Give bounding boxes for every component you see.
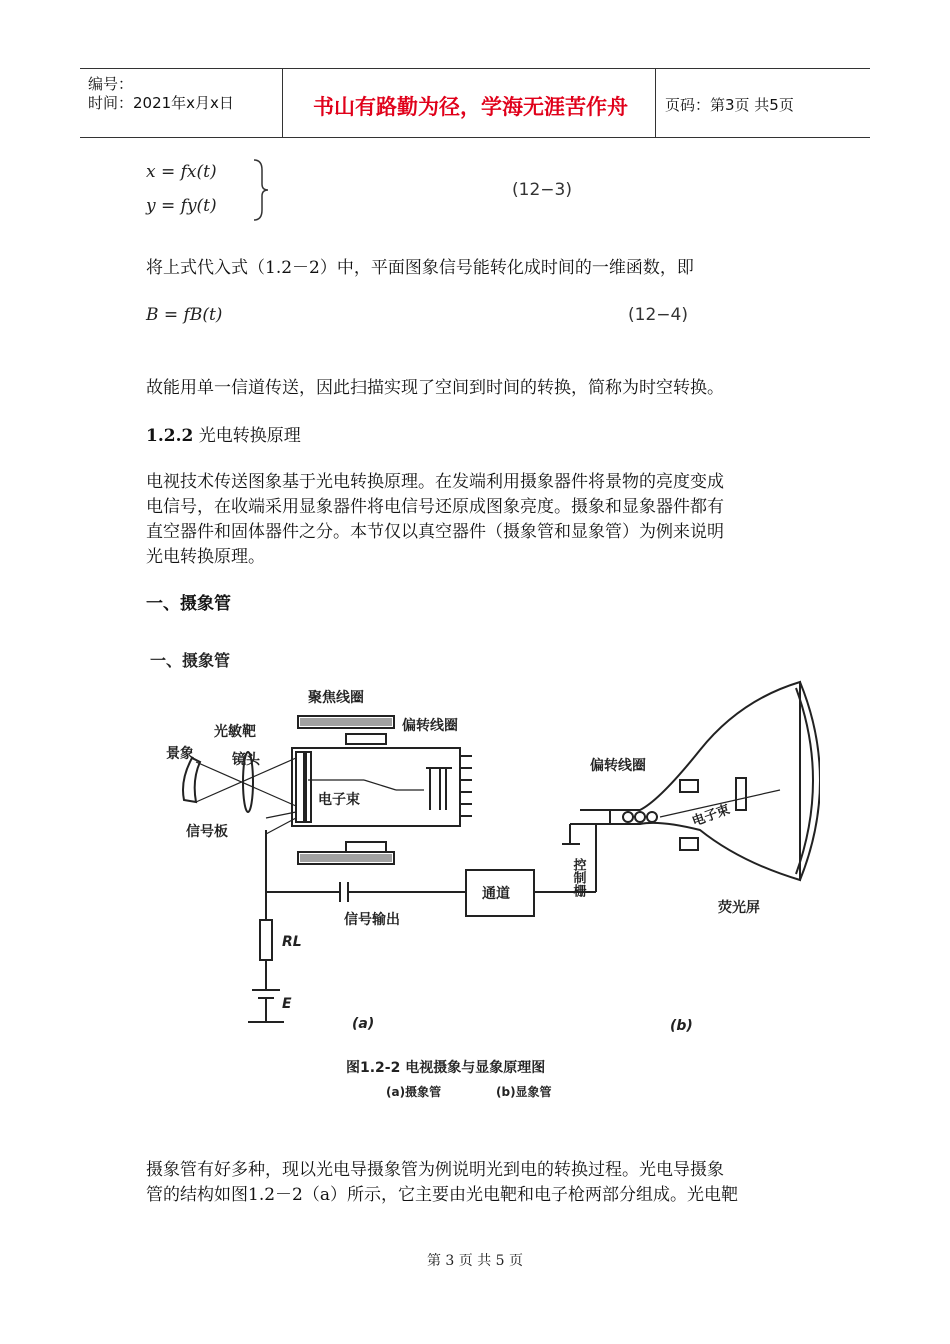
figure-diagram [140, 630, 820, 1110]
label-screen: 荧光屏 [718, 900, 760, 916]
figure-caption: 图1.2-2 电视摄象与显象原理图 [346, 1060, 546, 1076]
label-deflection-coil-b: 偏转线圈 [590, 758, 646, 774]
label-photo-target: 光敏靶 [214, 724, 256, 740]
header-divider [655, 69, 656, 137]
label-control-grid: 控制栅 [570, 858, 586, 897]
figure-sub-a: (a)摄象管 [386, 1085, 442, 1099]
label-focus-coil: 聚焦线圈 [308, 690, 364, 706]
equation-brace [250, 158, 270, 222]
equation-number-12-4: (12−4) [628, 305, 688, 325]
equation-number-12-3: (12−3) [512, 180, 572, 200]
label-electron-beam-a: 电子束 [318, 792, 360, 808]
doc-date: 时间：2021年x月x日 [88, 94, 234, 112]
header-page-info: 页码：第3页 共5页 [665, 96, 794, 114]
equation-b: B = fB(t) [146, 305, 223, 325]
label-battery: E [282, 996, 292, 1012]
paragraph-principle: 电视技术传送图象基于光电转换原理。在发端利用摄象器件将景物的亮度变成 电信号，在收端采用显象器件将电信号还原成图象亮度。摄象和显象器件都有 直空器件和固体器件之分。本节仅以真空器件（摄象管和显象管）为例来说明 光电转换原理。 [146, 472, 724, 567]
label-b: (b) [670, 1018, 693, 1034]
page-header [80, 68, 870, 138]
header-meta [88, 75, 234, 113]
figure-sub-b: (b)显象管 [496, 1085, 552, 1099]
label-electron-beam-b: 电子束 [690, 802, 733, 830]
subheading-camera-tube: 一、摄象管 [146, 594, 231, 614]
label-deflection-coil-a: 偏转线圈 [402, 718, 458, 734]
header-divider [282, 69, 283, 137]
label-signal-output: 信号输出 [344, 912, 400, 928]
paragraph-substitution: 将上式代入式（1.2－2）中，平面图象信号能转化成时间的一维函数，即 [146, 258, 694, 278]
section-number: 1.2.2 [146, 426, 194, 446]
label-signal-plate: 信号板 [186, 824, 228, 840]
doc-code-label: 编号： [88, 75, 134, 93]
section-heading [146, 424, 301, 449]
resistor-shape [260, 920, 272, 960]
page-footer: 第 3 页 共 5 页 [426, 1253, 524, 1269]
paragraph-camera-tube: 摄象管有好多种，现以光电导摄象管为例说明光到电的转换过程。光电导摄象 管的结构如图1.2－2（a）所示，它主要由光电靶和电子枪两部分组成。光电靶 [146, 1160, 738, 1205]
fig-heading: 一、摄象管 [150, 651, 231, 670]
paragraph-conclusion: 故能用单一信道传送，因此扫描实现了空间到时间的转换，简称为时空转换。 [146, 378, 724, 398]
equation-x: x = fx(t) [146, 162, 217, 182]
header-motto: 书山有路勤为径，学海无涯苦作舟 [313, 95, 628, 119]
label-a: (a) [352, 1016, 375, 1032]
label-channel: 通道 [482, 886, 510, 902]
label-resistor: RL [282, 934, 302, 950]
label-scene: 景象 [166, 746, 194, 762]
equation-y: y = fy(t) [146, 196, 217, 216]
section-title: 光电转换原理 [198, 426, 301, 446]
camera-tube-body [292, 748, 460, 826]
label-lens: 镜头 [232, 752, 260, 768]
